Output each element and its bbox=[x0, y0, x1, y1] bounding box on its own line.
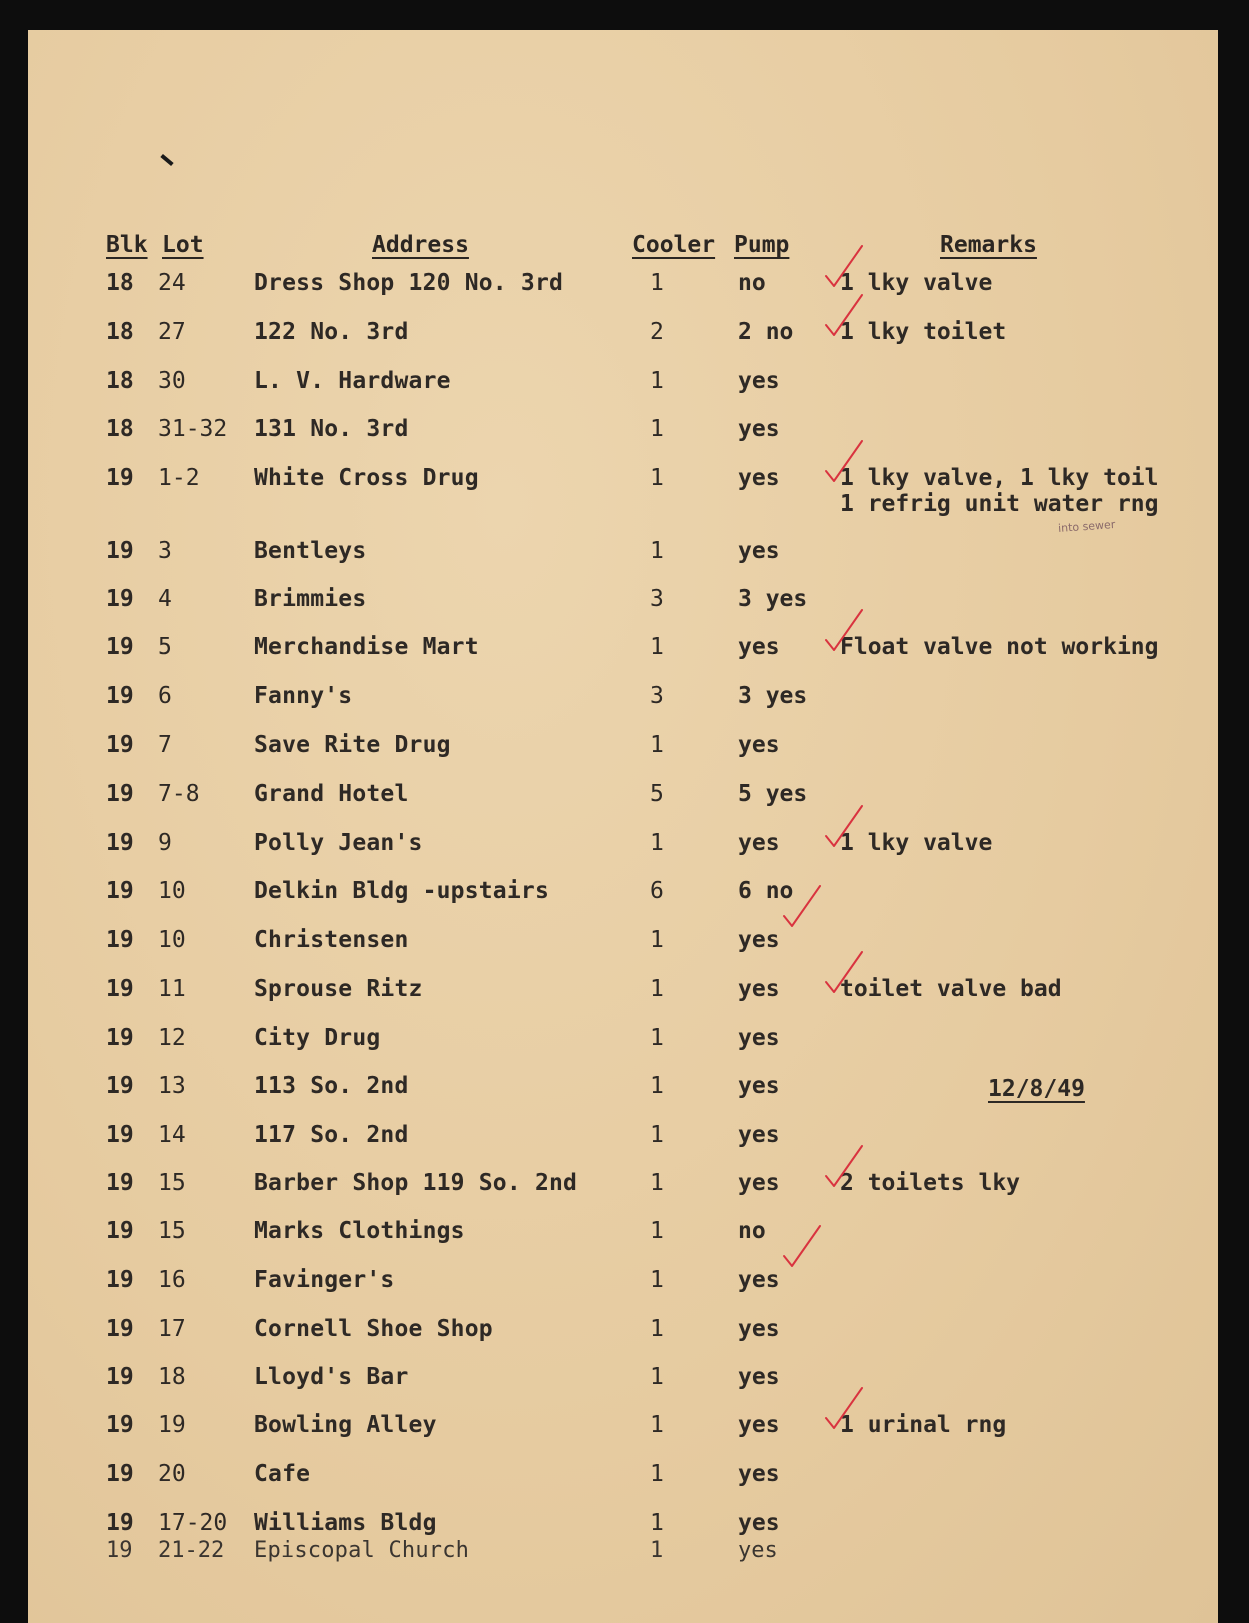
cell-blk: 18 bbox=[106, 416, 134, 442]
table-row bbox=[28, 927, 1218, 967]
table-row bbox=[28, 270, 1218, 310]
table-row bbox=[28, 1364, 1218, 1404]
cell-pump: yes bbox=[738, 634, 780, 660]
cell-cooler: 1 bbox=[650, 1461, 664, 1487]
cell-cooler: 2 bbox=[650, 319, 664, 345]
cell-blk: 19 bbox=[106, 1218, 134, 1244]
table-row bbox=[28, 368, 1218, 408]
cell-blk: 18 bbox=[106, 270, 134, 296]
cell-remarks-line2: 1 refrig unit water rng bbox=[840, 491, 1159, 517]
cell-pump: yes bbox=[738, 732, 780, 758]
cell-lot: 10 bbox=[158, 878, 186, 904]
table-row bbox=[28, 1218, 1218, 1258]
cell-blk: 19 bbox=[106, 1412, 134, 1438]
cell-lot: 21-22 bbox=[158, 1538, 225, 1563]
cell-address: Episcopal Church bbox=[254, 1538, 470, 1563]
table-row bbox=[28, 878, 1218, 918]
cell-address: Grand Hotel bbox=[254, 781, 409, 807]
cell-blk: 19 bbox=[106, 927, 134, 953]
cell-pump: yes bbox=[738, 927, 780, 953]
cell-address: Fanny's bbox=[254, 683, 353, 709]
cell-pump: yes bbox=[738, 1122, 780, 1148]
cell-pump: yes bbox=[738, 465, 780, 491]
cell-lot: 17-20 bbox=[158, 1510, 228, 1536]
cell-lot: 17 bbox=[158, 1316, 186, 1342]
cell-blk: 19 bbox=[106, 781, 134, 807]
cell-address: Merchandise Mart bbox=[254, 634, 479, 660]
cell-address: Barber Shop 119 So. 2nd bbox=[254, 1170, 578, 1196]
cell-lot: 12 bbox=[158, 1025, 186, 1051]
cell-cooler: 1 bbox=[650, 1218, 664, 1244]
cell-lot: 14 bbox=[158, 1122, 186, 1148]
cell-cooler: 1 bbox=[650, 1267, 664, 1293]
cell-remarks: 2 toilets lky bbox=[840, 1170, 1021, 1196]
cell-remarks: 1 lky valve bbox=[840, 270, 993, 296]
table-row bbox=[28, 634, 1218, 674]
cell-cooler: 1 bbox=[650, 1170, 664, 1196]
cell-lot: 19 bbox=[158, 1412, 186, 1438]
cell-cooler: 1 bbox=[650, 732, 664, 758]
cell-cooler: 1 bbox=[650, 1538, 664, 1563]
cell-blk: 19 bbox=[106, 586, 134, 612]
table-row bbox=[28, 683, 1218, 723]
cell-address: White Cross Drug bbox=[254, 465, 479, 491]
cell-lot: 31-32 bbox=[158, 416, 228, 442]
cell-cooler: 1 bbox=[650, 1510, 664, 1536]
cell-pump: 3 yes bbox=[738, 683, 808, 709]
cell-cooler: 3 bbox=[650, 683, 664, 709]
cell-address: Polly Jean's bbox=[254, 830, 423, 856]
cell-pump: yes bbox=[738, 368, 780, 394]
table-row bbox=[28, 538, 1218, 578]
cell-address: 113 So. 2nd bbox=[254, 1073, 409, 1099]
date-stamp: 12/8/49 bbox=[988, 1076, 1085, 1102]
cell-pump: no bbox=[738, 1218, 766, 1244]
cell-lot: 3 bbox=[158, 538, 172, 564]
cell-lot: 16 bbox=[158, 1267, 186, 1293]
cell-cooler: 1 bbox=[650, 368, 664, 394]
cell-cooler: 1 bbox=[650, 1412, 664, 1438]
table-row bbox=[28, 781, 1218, 821]
table-row bbox=[28, 416, 1218, 456]
cell-pump: yes bbox=[738, 1170, 780, 1196]
cell-pump: 3 yes bbox=[738, 586, 808, 612]
cell-remarks: toilet valve bad bbox=[840, 976, 1062, 1002]
cell-address: 122 No. 3rd bbox=[254, 319, 409, 345]
ink-mark bbox=[160, 154, 173, 166]
cell-lot: 6 bbox=[158, 683, 172, 709]
cell-lot: 15 bbox=[158, 1218, 186, 1244]
cell-lot: 4 bbox=[158, 586, 172, 612]
cell-address: Favinger's bbox=[254, 1267, 395, 1293]
cell-address: Dress Shop 120 No. 3rd bbox=[254, 270, 564, 296]
cell-pump: yes bbox=[738, 1025, 780, 1051]
cell-lot: 27 bbox=[158, 319, 186, 345]
table-row bbox=[28, 586, 1218, 626]
cell-pump: yes bbox=[738, 538, 780, 564]
cell-remarks: 1 lky valve, 1 lky toil bbox=[840, 465, 1159, 491]
cell-blk: 19 bbox=[106, 878, 134, 904]
cell-address: Save Rite Drug bbox=[254, 732, 451, 758]
cell-blk: 18 bbox=[106, 319, 134, 345]
red-checkmark-icon bbox=[780, 1222, 824, 1270]
cell-cooler: 3 bbox=[650, 586, 664, 612]
cell-lot: 7-8 bbox=[158, 781, 200, 807]
table-row bbox=[28, 1316, 1218, 1356]
table-row bbox=[28, 1267, 1218, 1307]
header-cooler: Cooler bbox=[632, 232, 716, 258]
cell-address: Cafe bbox=[254, 1461, 311, 1487]
cell-lot: 30 bbox=[158, 368, 186, 394]
cell-cooler: 6 bbox=[650, 878, 664, 904]
cell-lot: 15 bbox=[158, 1170, 186, 1196]
cell-pump: yes bbox=[738, 976, 780, 1002]
cell-cooler: 1 bbox=[650, 830, 664, 856]
cell-cooler: 1 bbox=[650, 1364, 664, 1390]
cell-address: Sprouse Ritz bbox=[254, 976, 423, 1002]
cell-blk: 19 bbox=[106, 830, 134, 856]
cell-cooler: 1 bbox=[650, 927, 664, 953]
cell-lot: 10 bbox=[158, 927, 186, 953]
cell-blk: 19 bbox=[106, 538, 134, 564]
cell-address: Christensen bbox=[254, 927, 409, 953]
cell-lot: 5 bbox=[158, 634, 172, 660]
cell-cooler: 1 bbox=[650, 1073, 664, 1099]
cell-lot: 9 bbox=[158, 830, 172, 856]
cell-cooler: 1 bbox=[650, 1025, 664, 1051]
header-pump: Pump bbox=[734, 232, 790, 258]
header-lot: Lot bbox=[162, 232, 204, 258]
cell-blk: 19 bbox=[106, 976, 134, 1002]
cell-blk: 19 bbox=[106, 1510, 134, 1536]
cell-lot: 11 bbox=[158, 976, 186, 1002]
cell-blk: 19 bbox=[106, 732, 134, 758]
cell-lot: 18 bbox=[158, 1364, 186, 1390]
cell-address: L. V. Hardware bbox=[254, 368, 451, 394]
cell-pump: yes bbox=[738, 1073, 780, 1099]
cell-cooler: 1 bbox=[650, 976, 664, 1002]
cell-pump: yes bbox=[738, 1364, 780, 1390]
header-address: Address bbox=[372, 232, 469, 258]
cell-address: Brimmies bbox=[254, 586, 367, 612]
cell-cooler: 1 bbox=[650, 1122, 664, 1148]
cell-cooler: 1 bbox=[650, 634, 664, 660]
table-row bbox=[28, 319, 1218, 359]
cell-blk: 18 bbox=[106, 368, 134, 394]
cell-lot: 20 bbox=[158, 1461, 186, 1487]
table-row bbox=[28, 1461, 1218, 1501]
cell-pump: yes bbox=[738, 1538, 778, 1563]
table-row bbox=[28, 1025, 1218, 1065]
cell-pump: yes bbox=[738, 1267, 780, 1293]
cell-lot: 7 bbox=[158, 732, 172, 758]
cell-cooler: 1 bbox=[650, 1316, 664, 1342]
cell-blk: 19 bbox=[106, 1025, 134, 1051]
table-row bbox=[28, 1412, 1218, 1452]
cell-pump: yes bbox=[738, 1316, 780, 1342]
cell-address: Bowling Alley bbox=[254, 1412, 437, 1438]
cell-cooler: 1 bbox=[650, 416, 664, 442]
table-row bbox=[28, 1122, 1218, 1162]
cell-cooler: 1 bbox=[650, 465, 664, 491]
cell-lot: 13 bbox=[158, 1073, 186, 1099]
cell-blk: 19 bbox=[106, 1316, 134, 1342]
cell-pump: yes bbox=[738, 830, 780, 856]
table-row bbox=[28, 1170, 1218, 1210]
cell-remarks: Float valve not working bbox=[840, 634, 1159, 660]
cell-address: Lloyd's Bar bbox=[254, 1364, 409, 1390]
cell-address: City Drug bbox=[254, 1025, 381, 1051]
cell-blk: 19 bbox=[106, 1364, 134, 1390]
cell-lot: 24 bbox=[158, 270, 186, 296]
cell-address: 117 So. 2nd bbox=[254, 1122, 409, 1148]
cell-blk: 19 bbox=[106, 1461, 134, 1487]
cell-address: Bentleys bbox=[254, 538, 367, 564]
cell-blk: 19 bbox=[106, 465, 134, 491]
cell-pump: 5 yes bbox=[738, 781, 808, 807]
cell-cooler: 1 bbox=[650, 538, 664, 564]
cell-pump: 6 no bbox=[738, 878, 794, 904]
cell-blk: 19 bbox=[106, 1538, 133, 1563]
header-remarks: Remarks bbox=[940, 232, 1037, 258]
handwritten-note: into sewer bbox=[1057, 518, 1116, 535]
cell-blk: 19 bbox=[106, 1073, 134, 1099]
cell-blk: 19 bbox=[106, 1170, 134, 1196]
cell-address: Cornell Shoe Shop bbox=[254, 1316, 493, 1342]
cell-blk: 19 bbox=[106, 1122, 134, 1148]
cell-pump: yes bbox=[738, 1412, 780, 1438]
cell-address: 131 No. 3rd bbox=[254, 416, 409, 442]
table-row bbox=[28, 465, 1218, 517]
document-page bbox=[28, 30, 1218, 1623]
cell-pump: yes bbox=[738, 1510, 780, 1536]
table-row bbox=[28, 830, 1218, 870]
cell-lot: 1-2 bbox=[158, 465, 200, 491]
table-row bbox=[28, 732, 1218, 772]
cell-pump: no bbox=[738, 270, 766, 296]
cell-pump: 2 no bbox=[738, 319, 794, 345]
cell-pump: yes bbox=[738, 1461, 780, 1487]
cell-address: Williams Bldg bbox=[254, 1510, 437, 1536]
cell-blk: 19 bbox=[106, 683, 134, 709]
cell-address: Marks Clothings bbox=[254, 1218, 465, 1244]
cell-remarks: 1 lky toilet bbox=[840, 319, 1007, 345]
cell-blk: 19 bbox=[106, 634, 134, 660]
cell-pump: yes bbox=[738, 416, 780, 442]
cell-address: Delkin Bldg -upstairs bbox=[254, 878, 549, 904]
cell-cooler: 1 bbox=[650, 270, 664, 296]
cell-cooler: 5 bbox=[650, 781, 664, 807]
table-row bbox=[28, 976, 1218, 1016]
cell-remarks: 1 lky valve bbox=[840, 830, 993, 856]
table-row bbox=[28, 1538, 1218, 1578]
cell-remarks: 1 urinal rng bbox=[840, 1412, 1007, 1438]
cell-blk: 19 bbox=[106, 1267, 134, 1293]
header-blk: Blk bbox=[106, 232, 148, 258]
